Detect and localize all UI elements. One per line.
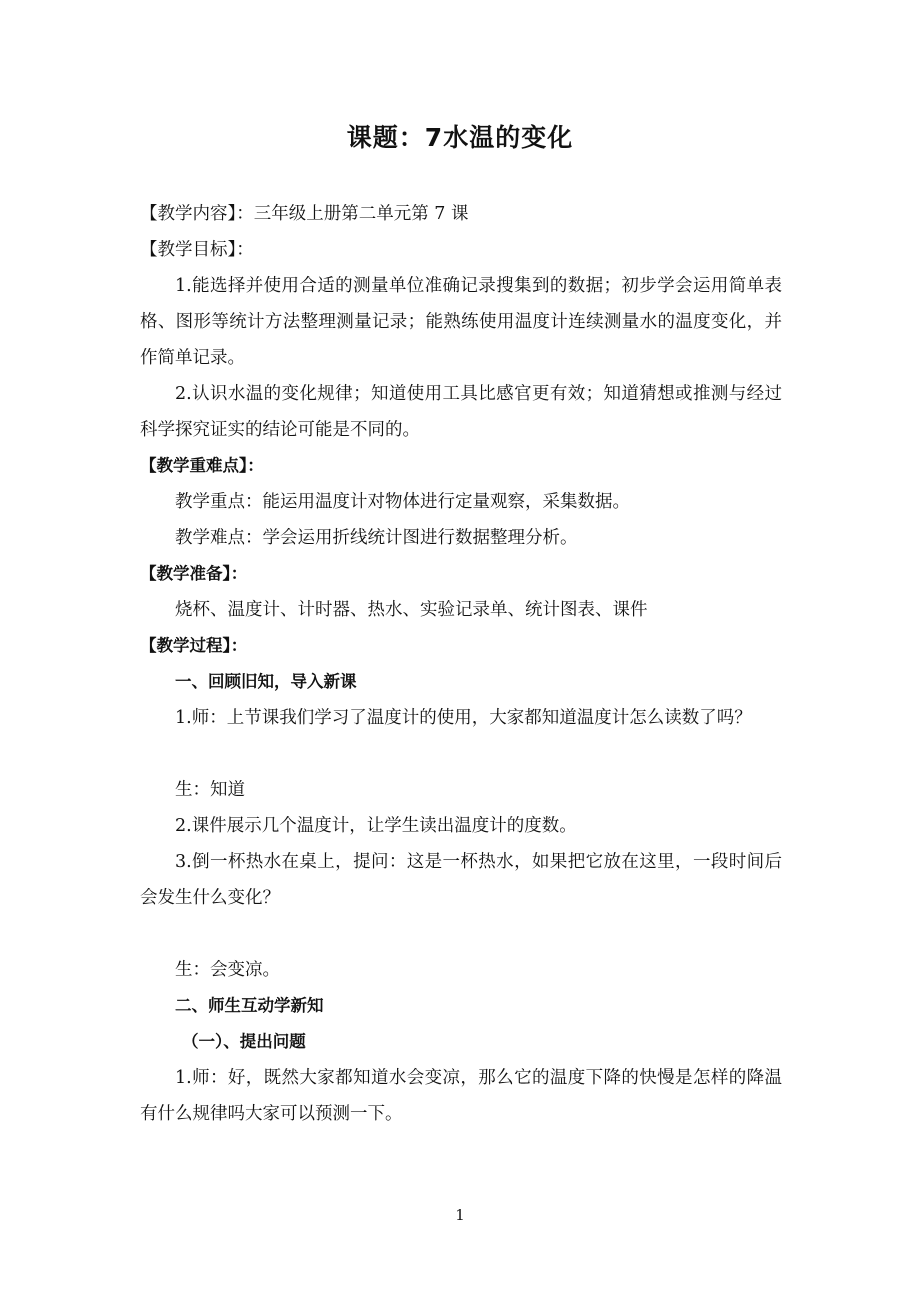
section-2-item-1: 1.师：好，既然大家都知道水会变凉，那么它的温度下降的快慢是怎样的降温有什么规律吗大家可以预测一下。 bbox=[140, 1068, 782, 1124]
section-1-item-2: 2.课件展示几个温度计，让学生读出温度计的度数。 bbox=[175, 816, 577, 836]
teaching-content-label: 【教学内容】 bbox=[140, 204, 237, 224]
teaching-goal-1: 1.能选择并使用合适的测量单位准确记录搜集到的数据；初步学会运用简单表格、图形等统计方法整理测量记录；能熟练使用温度计连续测量水的温度变化，并作简单记录。 bbox=[140, 276, 782, 368]
teaching-content-text: ：三年级上册第二单元第 7 课 bbox=[236, 204, 469, 224]
lesson-body bbox=[140, 196, 782, 1132]
key-difficult-points-label: 【教学重难点】： bbox=[140, 456, 264, 475]
teaching-preparation-text: 烧杯、温度计、计时器、热水、实验记录单、统计图表、课件 bbox=[175, 600, 648, 620]
teaching-content-line bbox=[140, 196, 782, 232]
section-2-heading: 二、师生互动学新知 bbox=[175, 996, 324, 1015]
teaching-goal-2: 2.认识水温的变化规律；知道使用工具比感官更有效；知道猜想或推测与经过科学探究证实的结论可能是不同的。 bbox=[140, 384, 782, 440]
page-number: 1 bbox=[455, 1206, 465, 1224]
subsection-1-heading: （一）、提出问题 bbox=[182, 1032, 306, 1051]
difficult-point: 教学难点：学会运用折线统计图进行数据整理分析。 bbox=[175, 528, 578, 548]
section-1-answer-1: 生：知道 bbox=[175, 780, 245, 800]
key-point: 教学重点：能运用温度计对物体进行定量观察，采集数据。 bbox=[175, 492, 630, 512]
section-1-answer-3: 生：会变凉。 bbox=[175, 960, 280, 980]
blank-line bbox=[140, 916, 782, 952]
lesson-title: 课题：7水温的变化 bbox=[346, 123, 574, 152]
section-1-heading: 一、回顾旧知，导入新课 bbox=[175, 672, 357, 691]
section-1-item-1: 1.师：上节课我们学习了温度计的使用，大家都知道温度计怎么读数了吗？ bbox=[175, 708, 752, 728]
teaching-goals-label: 【教学目标】： bbox=[140, 240, 254, 260]
blank-line bbox=[140, 736, 782, 772]
teaching-preparation-label: 【教学准备】： bbox=[140, 564, 248, 583]
section-1-item-3: 3.倒一杯热水在桌上，提问：这是一杯热水，如果把它放在这里，一段时间后会发生什么变化？ bbox=[140, 852, 782, 908]
teaching-process-label: 【教学过程】： bbox=[140, 636, 248, 655]
